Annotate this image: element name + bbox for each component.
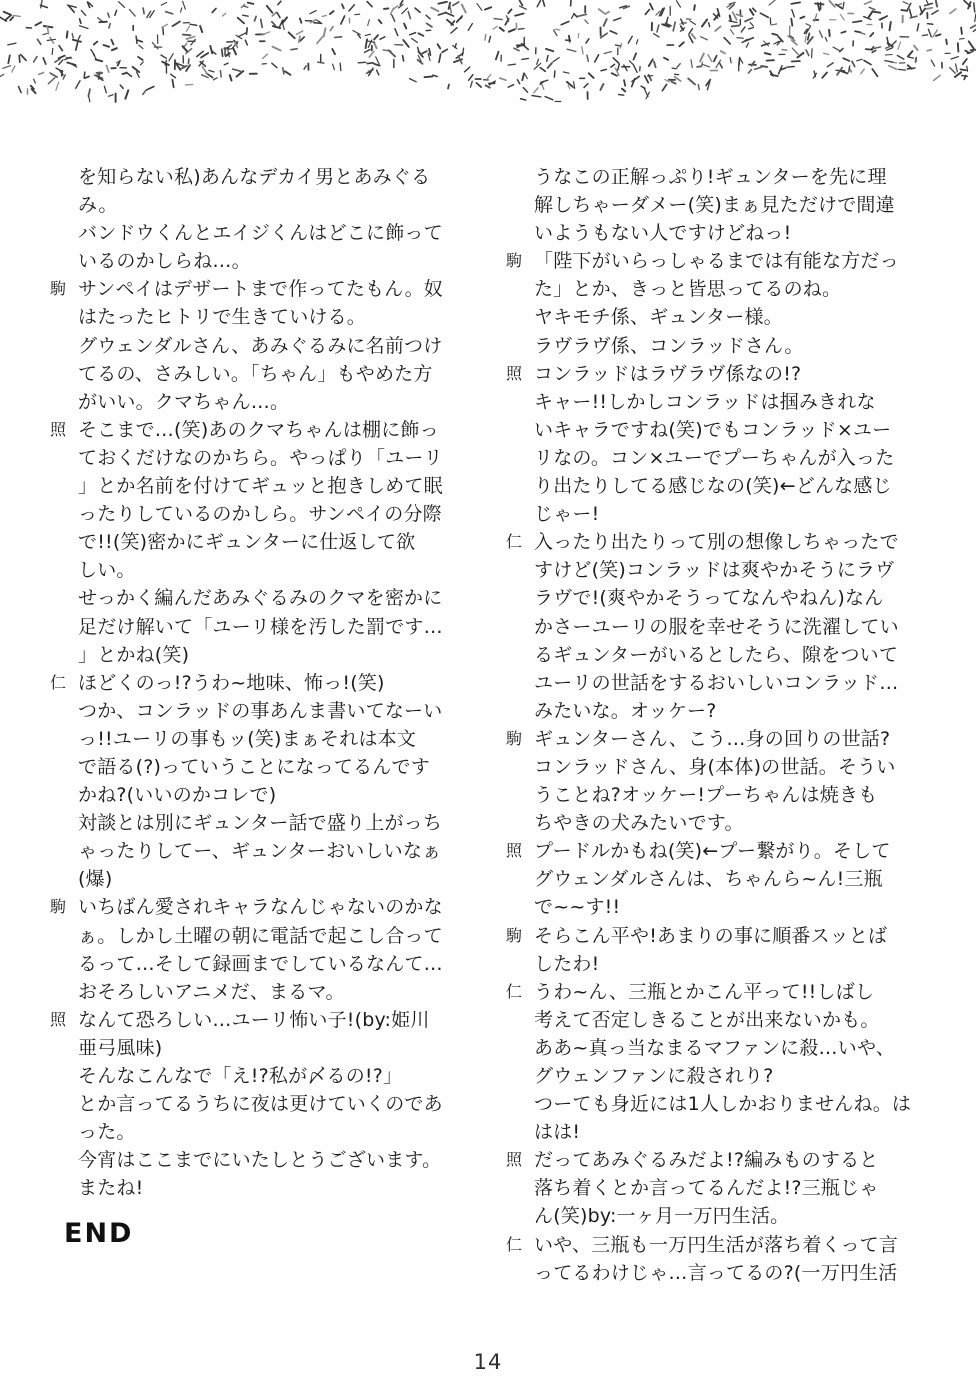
- dialogue-paragraph: [50, 1006, 462, 1203]
- speaker-marker: 駒: [50, 897, 67, 917]
- dialogue-line: た」とか、きっと皆思ってるのね。: [534, 278, 842, 301]
- dialogue-line: したわ!: [534, 952, 600, 975]
- dialogue-line: 「陛下がいらっしゃるまでは有能な方だっ: [534, 250, 899, 273]
- dialogue-line: ゃったりしてー、ギュンターおいしいなぁ: [78, 840, 442, 863]
- dialogue-line: がいい。クマちゃん…。: [78, 390, 290, 413]
- dialogue-line: はは!: [534, 1121, 581, 1144]
- dialogue-paragraph: [506, 163, 920, 247]
- dialogue-line: てるの、さみしい。「ちゃん」もやめた方: [78, 362, 433, 385]
- dialogue-paragraph: [506, 1231, 920, 1287]
- end-label: END: [64, 1218, 134, 1250]
- dialogue-line: すけど(笑)コンラッドは爽やかそうにラヴ: [534, 559, 895, 582]
- dialogue-line: だってあみぐるみだよ!?編みものすると: [534, 1149, 879, 1172]
- dialogue-line: みたいな。オッケー?: [534, 699, 717, 722]
- dialogue-line: 亜弓風味): [78, 1036, 163, 1059]
- dialogue-lines: [78, 275, 462, 415]
- dialogue-line: うなこの正解っぷり!ギュンターを先に理: [534, 166, 887, 188]
- dialogue-lines: [534, 922, 920, 978]
- speaker-marker: [506, 163, 534, 191]
- dialogue-line: いるのかしらね…。: [78, 250, 251, 273]
- dialogue-line: で~~す!!: [534, 896, 621, 919]
- dialogue-paragraph: [506, 837, 920, 921]
- dialogue-line: ておくだけなのかちら。やっぱり「ユーリ: [78, 446, 443, 469]
- dialogue-line: っ!!ユーリの事もッ(笑)まぁそれは本文: [78, 727, 417, 750]
- dialogue-line: ほどくのっ!?うわ~地味、怖っ!(笑): [78, 671, 385, 694]
- dialogue-lines: [78, 416, 462, 669]
- dialogue-line: そこまで…(笑)あのクマちゃんは棚に飾っ: [78, 418, 439, 441]
- speaker-marker: 照: [506, 841, 523, 861]
- speaker-marker: 仁: [506, 1234, 523, 1254]
- speaker-marker: 仁: [506, 532, 523, 552]
- dialogue-line: で語る(?)っていうことになってるんです: [78, 755, 430, 778]
- speaker-marker: 照: [50, 1009, 67, 1029]
- dialogue-paragraph: [50, 163, 462, 275]
- dialogue-line: ヤキモチ係、ギュンター様。: [534, 306, 783, 329]
- dialogue-line: いキャラですね(笑)でもコンラッド×ユー: [534, 418, 892, 441]
- dialogue-line: プードルかもね(笑)←プー繋がり。そして: [534, 840, 891, 863]
- dialogue-paragraph: [506, 528, 920, 725]
- dialogue-line: キャー!!しかしコンラッドは掴みきれな: [534, 390, 876, 413]
- dialogue-line: そんなこんなで「え!?私が〆るの!?」: [78, 1065, 403, 1087]
- dialogue-line: リなの。コン×ユーでプーちゃんが入った: [534, 446, 895, 469]
- dialogue-paragraph: [506, 360, 920, 529]
- dialogue-line: なんて恐ろしい…ユーリ怖い子!(by:姫川: [78, 1008, 430, 1031]
- speaker-marker: 仁: [506, 981, 523, 1001]
- dialogue-line: いちばん愛されキャラなんじゃないのかな: [78, 896, 443, 919]
- dialogue-lines: [78, 163, 462, 275]
- dialogue-paragraph: [506, 725, 920, 837]
- dialogue-line: おそろしいアニメだ、まるマ。: [78, 980, 345, 1003]
- dialogue-line: ラヴラヴ係、コンラッドさん。: [534, 334, 804, 357]
- dialogue-line: じゃー!: [534, 503, 600, 526]
- dialogue-line: 考えて否定しきることが出来ないかも。: [534, 1008, 880, 1031]
- dialogue-line: グウェンダルさんは、ちゃんら~ん!三瓶: [534, 868, 883, 891]
- dialogue-line: コンラッドはラヴラヴ係なの!?: [534, 362, 802, 385]
- dialogue-lines: [534, 1231, 920, 1287]
- dialogue-line: うわ~ん、三瓶とかこん平って!!しばし: [534, 980, 875, 1003]
- dialogue-lines: [534, 725, 920, 837]
- speaker-marker: 照: [506, 1150, 523, 1170]
- dialogue-line: ったりしているのかしら。サンペイの分際: [78, 503, 442, 526]
- dialogue-line: を知らない私)あんなデカイ男とあみぐる: [78, 166, 431, 188]
- dialogue-lines: [78, 1006, 462, 1203]
- dialogue-line: (爆): [78, 868, 113, 891]
- speaker-marker: 照: [506, 363, 523, 383]
- dialogue-line: るって…そして録画までしているなんて…: [78, 952, 443, 975]
- dialogue-line: ちやきの犬みたいです。: [534, 812, 744, 835]
- dialogue-line: かさーユーリの服を幸せそうに洗濯してい: [534, 615, 899, 638]
- dialogue-line: り出たりしてる感じなの(笑)←どんな感じ: [534, 475, 892, 498]
- dialogue-line: ぁ。しかし土曜の朝に電話で起こし合って: [78, 924, 443, 947]
- speaker-marker: 駒: [50, 279, 67, 299]
- dialogue-line: み。: [78, 194, 118, 217]
- dialogue-line: ああ~真っ当なまるマファンに殺…いや、: [534, 1036, 895, 1059]
- dialogue-line: せっかく編んだあみぐるみのクマを密かに: [78, 587, 443, 610]
- dialogue-lines: [78, 669, 462, 894]
- dialogue-line: 解しちゃーダメー(笑)まぁ見ただけで間違: [534, 194, 895, 217]
- dialogue-line: グウェンファンに殺されり?: [534, 1065, 774, 1087]
- speaker-marker: 仁: [50, 672, 67, 692]
- dialogue-line: 」とかね(笑): [78, 643, 190, 666]
- dialogue-paragraph: [506, 247, 920, 359]
- speaker-marker: 照: [50, 419, 67, 439]
- dialogue-line: またね!: [78, 1177, 144, 1200]
- speaker-marker: 駒: [506, 251, 523, 271]
- right-column: [506, 163, 920, 1287]
- speaker-marker: [50, 163, 78, 191]
- dialogue-line: 足だけ解いて「ユーリ様を汚した罰です…: [78, 615, 443, 638]
- dialogue-line: とか言ってるうちに夜は更けていくのであ: [78, 1093, 443, 1116]
- speaker-marker: 駒: [506, 925, 523, 945]
- dialogue-line: しい。: [78, 559, 136, 582]
- dialogue-paragraph: [506, 1146, 920, 1230]
- dialogue-line: うことね?オッケー!プーちゃんは焼きも: [534, 784, 878, 807]
- dialogue-line: ってるわけじゃ…言ってるの?(一万円生活: [534, 1261, 898, 1284]
- dialogue-line: ギュンターさん、こう…身の回りの世話?: [534, 727, 891, 750]
- dialogue-paragraph: [50, 416, 462, 669]
- dialogue-line: かね?(いいのかコレで): [78, 784, 277, 807]
- dialogue-paragraph: [506, 922, 920, 978]
- dialogue-lines: [534, 837, 920, 921]
- confetti-decoration: [0, 0, 976, 112]
- dialogue-line: つか、コンラッドの事あんま書いてなーい: [78, 699, 443, 722]
- dialogue-line: つーても身近には1人しかおりませんね。は: [534, 1093, 912, 1116]
- dialogue-line: いようもない人ですけどねっ!: [534, 222, 792, 245]
- dialogue-line: はたったヒトリで生きていける。: [78, 306, 367, 329]
- dialogue-line: 入ったり出たりって別の想像しちゃったで: [534, 531, 899, 554]
- dialogue-paragraph: [50, 275, 462, 415]
- dialogue-paragraph: [50, 893, 462, 1005]
- dialogue-line: った。: [78, 1121, 136, 1144]
- dialogue-line: ユーリの世話をするおいしいコンラッド…: [534, 671, 899, 694]
- dialogue-line: で!!(笑)密かにギュンターに仕返して欲: [78, 531, 416, 554]
- dialogue-line: ラヴで!(爽やかそうってなんやねん)なん: [534, 587, 884, 610]
- left-column: [50, 163, 462, 1249]
- dialogue-lines: [534, 528, 920, 725]
- dialogue-line: サンペイはデザートまで作ってたもん。奴: [78, 278, 443, 301]
- dialogue-line: いや、三瓶も一万円生活が落ち着くって言: [534, 1233, 899, 1256]
- dialogue-paragraph: [50, 669, 462, 894]
- dialogue-line: 」とか名前を付けてギュッと抱きしめて眠: [78, 475, 443, 498]
- dialogue-lines: [534, 1146, 920, 1230]
- dialogue-lines: [534, 978, 920, 1147]
- dialogue-lines: [534, 360, 920, 529]
- page-number: 14: [473, 1350, 503, 1374]
- dialogue-line: 落ち着くとか言ってるんだよ!?三瓶じゃ: [534, 1177, 879, 1200]
- dialogue-lines: [534, 163, 920, 247]
- dialogue-line: そらこん平や!あまりの事に順番スッとば: [534, 924, 888, 947]
- dialogue-line: 今宵はここまでにいたしとうございます。: [78, 1149, 442, 1172]
- dialogue-line: ん(笑)by:一ヶ月一万円生活。: [534, 1205, 790, 1228]
- dialogue-lines: [534, 247, 920, 359]
- dialogue-line: コンラッドさん、身(本体)の世話。そうい: [534, 755, 896, 778]
- dialogue-line: グウェンダルさん、あみぐるみに名前つけ: [78, 334, 443, 357]
- speaker-marker: 駒: [506, 728, 523, 748]
- dialogue-line: 対談とは別にギュンター話で盛り上がっち: [78, 812, 443, 835]
- dialogue-line: るギュンターがいるとしたら、隙をついて: [534, 643, 899, 666]
- dialogue-lines: [78, 893, 462, 1005]
- dialogue-line: バンドウくんとエイジくんはどこに飾って: [78, 222, 443, 245]
- dialogue-paragraph: [506, 978, 920, 1147]
